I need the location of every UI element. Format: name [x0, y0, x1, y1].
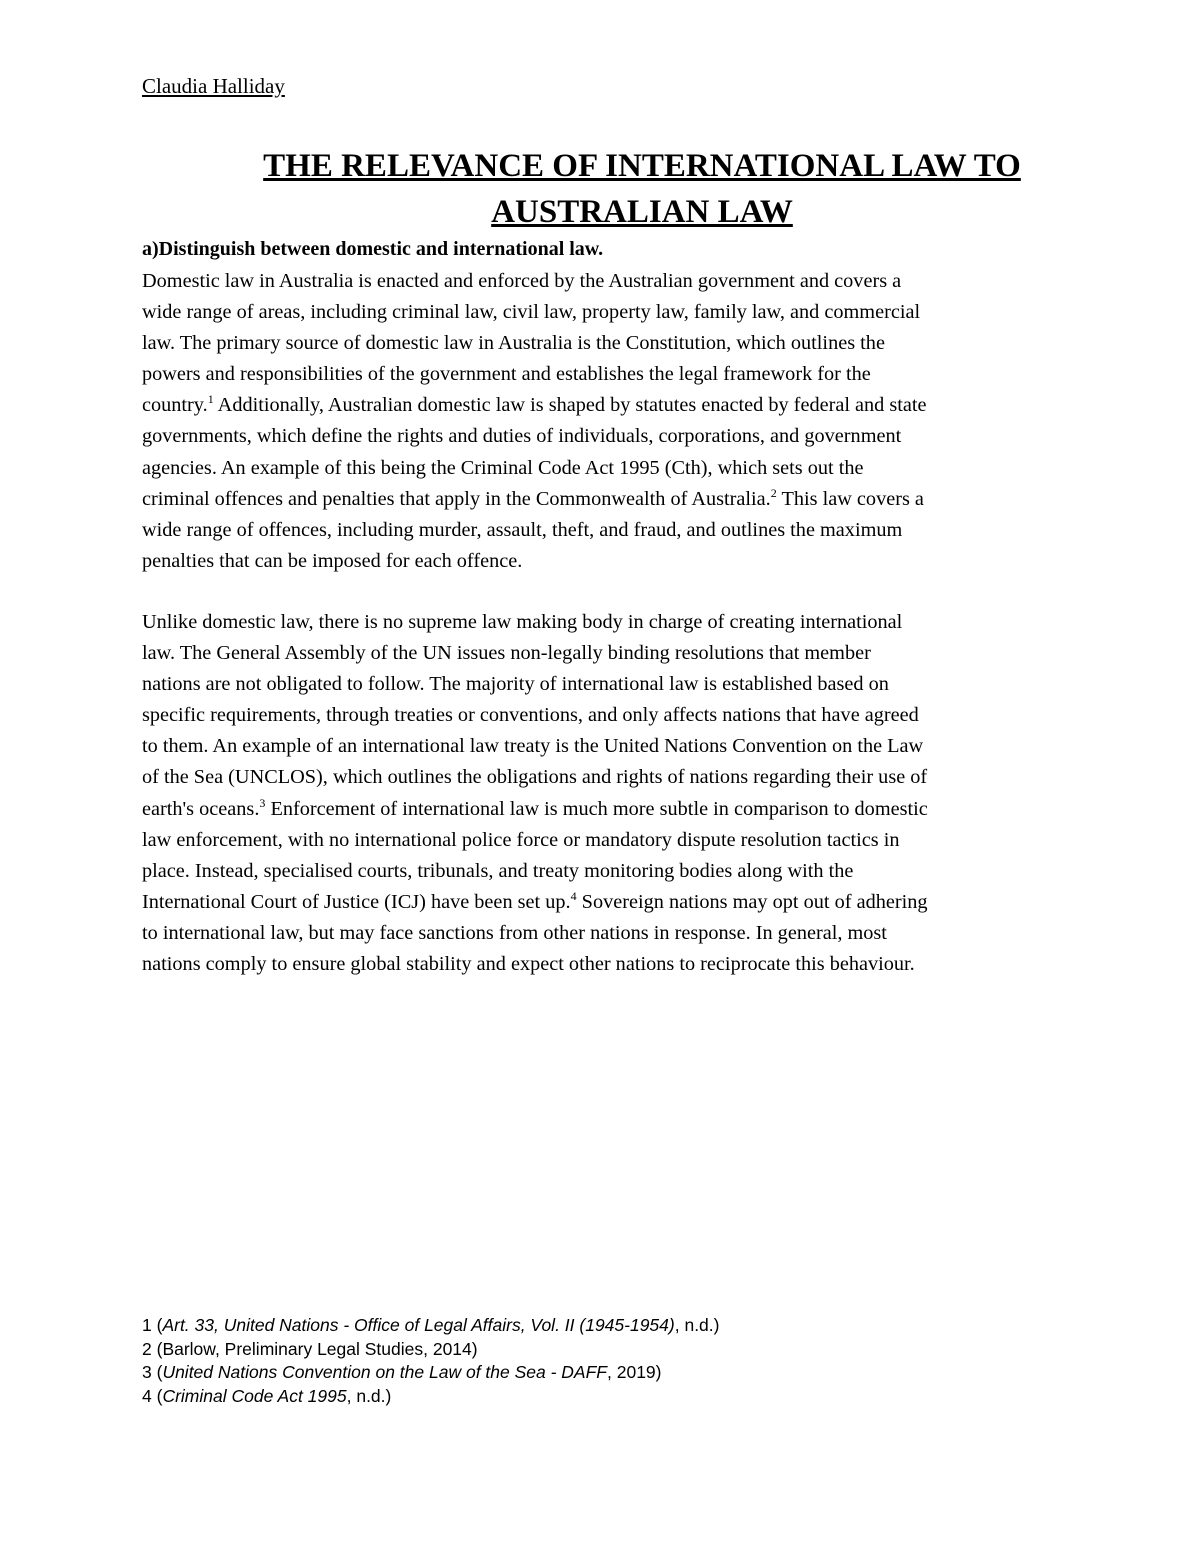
title-line-1: THE RELEVANCE OF INTERNATIONAL LAW TO: [263, 148, 1021, 184]
text-fragment: Additionally, Australian domestic law is shaped by statutes enacted by federal and state: [213, 394, 927, 417]
footnote-ref-1[interactable]: 1: [207, 392, 214, 407]
footnote-1: [142, 1314, 719, 1338]
text-line: specific requirements, through treaties or conventions, and only affects nations that have agreed: [142, 704, 919, 727]
footnote-ref-3[interactable]: 3: [259, 795, 266, 810]
footnote-detail: , n.d.): [674, 1315, 720, 1335]
text-line: nations are not obligated to follow. The majority of international law is established based on: [142, 673, 889, 696]
footnote-3: [142, 1361, 719, 1385]
text-fragment: earth's oceans.: [142, 797, 260, 820]
paragraph-domestic-law: [142, 266, 1072, 577]
footnote-source-title: Art. 33, United Nations - Office of Legal Affairs, Vol. II (1945-1954): [162, 1315, 675, 1335]
footnote-source-title: Criminal Code Act 1995: [162, 1386, 347, 1407]
footnote-4: [142, 1385, 719, 1409]
text-fragment: International Court of Justice (ICJ) have been set up.: [142, 890, 571, 913]
footnote-detail: Barlow, Preliminary Legal Studies, 2014): [162, 1338, 478, 1359]
text-line: law enforcement, with no international police force or mandatory dispute resolution tactics in: [142, 828, 900, 851]
footnote-open: (: [151, 1386, 163, 1407]
text-fragment: Sovereign nations may opt out of adhering: [576, 890, 928, 913]
footnote-number: 3: [142, 1362, 152, 1383]
footnote-number: 4: [142, 1386, 152, 1407]
text-line: Unlike domestic law, there is no supreme law making body in charge of creating international: [142, 611, 903, 633]
footnote-number: 2: [142, 1338, 152, 1359]
text-line: powers and responsibilities of the government and establishes the legal framework for the: [142, 363, 871, 386]
footnote-ref-2[interactable]: 2: [770, 485, 777, 500]
text-line: to international law, but may face sanctions from other nations in response. In general, most: [142, 921, 887, 944]
text-fragment: This law covers a: [776, 487, 924, 510]
footnote-open: (: [151, 1362, 163, 1383]
text-line: wide range of areas, including criminal law, civil law, property law, family law, and commercial: [142, 301, 921, 324]
footnote-2: [142, 1338, 719, 1362]
text-line: [142, 794, 1072, 825]
text-line: of the Sea (UNCLOS), which outlines the obligations and rights of nations regarding their use of: [142, 766, 928, 789]
footnote-source-title: United Nations Convention on the Law of the Sea - DAFF: [162, 1362, 607, 1383]
text-line: agencies. An example of this being the Criminal Code Act 1995 (Cth), which sets out the: [142, 456, 864, 479]
paragraph-international-law: [142, 607, 1072, 980]
section-heading: a)Distinguish between domestic and international law.: [142, 238, 604, 260]
text-line: Domestic law in Australia is enacted and enforced by the Australian government and covers a: [142, 270, 902, 292]
footnote-number: 1: [142, 1315, 152, 1335]
text-line: penalties that can be imposed for each offence.: [142, 549, 523, 572]
text-line: nations comply to ensure global stability and expect other nations to reciprocate this behaviour.: [142, 953, 915, 976]
footnote-detail: , n.d.): [346, 1386, 392, 1407]
footnote-detail: , 2019): [607, 1362, 662, 1383]
footnote-ref-4[interactable]: 4: [570, 888, 577, 903]
footnote-open: (: [151, 1338, 163, 1359]
text-line: to them. An example of an international law treaty is the United Nations Convention on the Law: [142, 735, 924, 758]
text-line: [142, 390, 1072, 421]
text-line: place. Instead, specialised courts, tribunals, and treaty monitoring bodies along with the: [142, 859, 854, 882]
text-line: [142, 887, 1072, 918]
text-fragment: country.: [142, 394, 208, 417]
footnotes: [142, 1314, 719, 1409]
author-name: Claudia Halliday: [142, 74, 285, 98]
text-line: [142, 484, 1072, 515]
text-fragment: Enforcement of international law is much more subtle in comparison to domestic: [265, 797, 928, 820]
title-line-2: AUSTRALIAN LAW: [491, 194, 793, 230]
text-line: governments, which define the rights and duties of individuals, corporations, and government: [142, 425, 902, 448]
text-line: law. The General Assembly of the UN issues non-legally binding resolutions that member: [142, 642, 871, 665]
document-title: [142, 143, 1142, 235]
text-fragment: criminal offences and penalties that apply in the Commonwealth of Australia.: [142, 487, 771, 510]
text-line: wide range of offences, including murder, assault, theft, and fraud, and outlines the maximum: [142, 518, 903, 541]
text-line: law. The primary source of domestic law in Australia is the Constitution, which outlines the: [142, 332, 885, 355]
footnote-open: (: [151, 1315, 163, 1335]
